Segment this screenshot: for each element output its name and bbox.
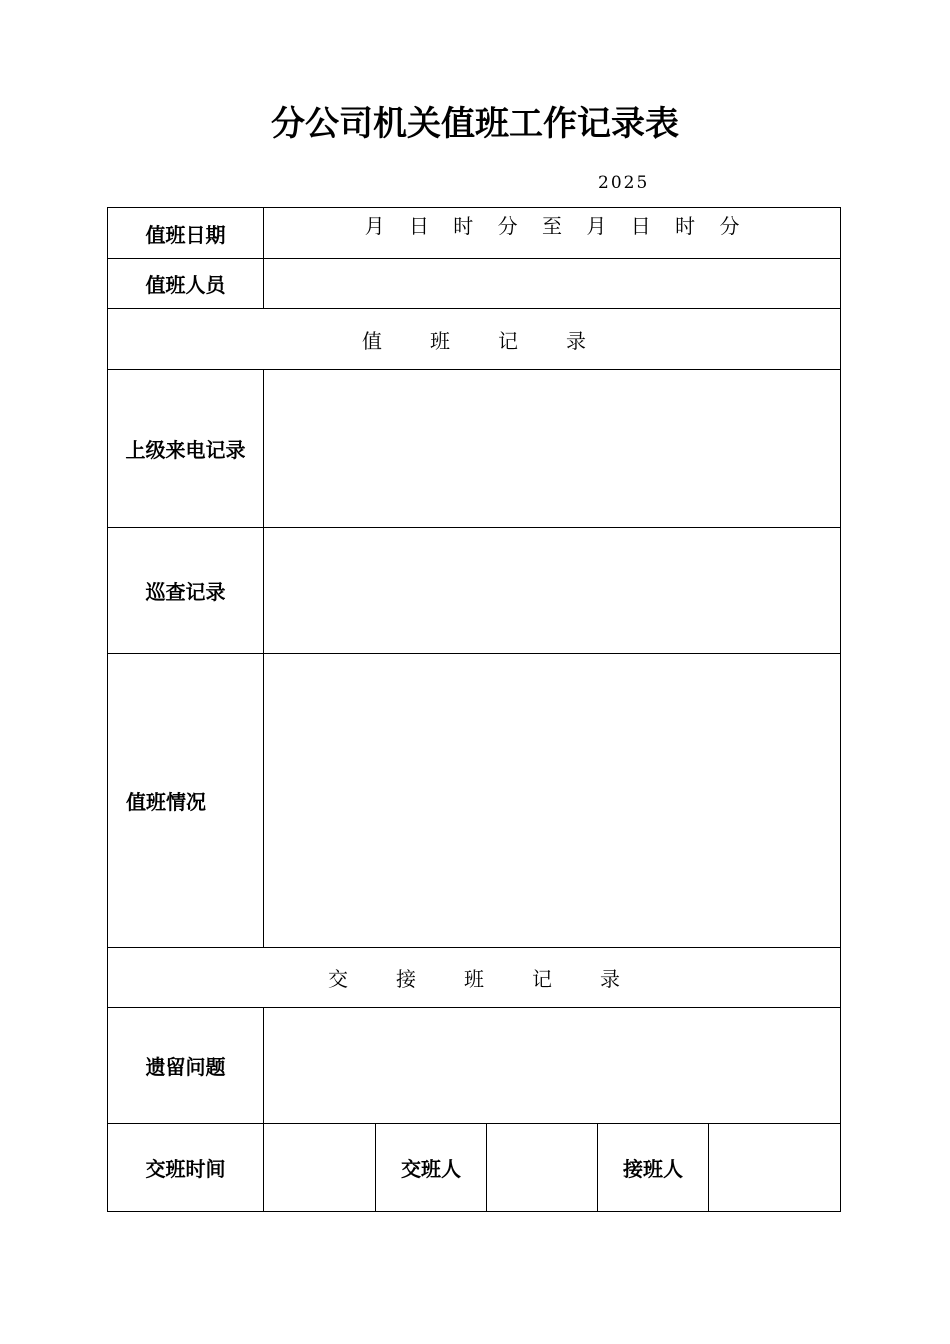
date-word-to: 至 [542,214,563,238]
section-handover-record [108,948,841,1008]
handover-time-field[interactable] [264,1124,376,1212]
date-word-hour-end: 时 [675,214,696,238]
section-handover-char-4: 记 [532,967,553,991]
section-handover-char-1: 交 [328,967,349,991]
row-remaining-issues [108,1008,841,1124]
section-duty-record-char-4: 录 [566,328,587,353]
document-year: 2025 [598,173,650,193]
duty-staff-field[interactable] [264,259,841,309]
section-handover-char-2: 接 [396,967,417,991]
superior-calls-label: 上级来电记录 [108,370,264,528]
date-word-day-start: 日 [408,214,429,238]
receiver-field[interactable] [709,1124,841,1212]
patrol-label: 巡查记录 [108,528,264,654]
remaining-issues-field[interactable] [264,1008,841,1124]
row-handover [108,1124,841,1212]
duty-record-form [107,207,841,1212]
superior-calls-field[interactable] [264,370,841,528]
date-word-hour-start: 时 [453,214,474,238]
row-section-handover-record [108,948,841,1008]
patrol-field[interactable] [264,528,841,654]
section-duty-record-char-3: 记 [498,328,519,353]
duty-status-label: 值班情况 [108,654,264,948]
row-duty-date [108,208,841,259]
duty-date-field[interactable] [264,208,841,259]
section-handover-char-3: 班 [464,967,485,991]
receiver-label: 接班人 [598,1124,709,1212]
handover-time-label: 交班时间 [108,1124,264,1212]
row-section-duty-record [108,309,841,370]
duty-status-field[interactable] [264,654,841,948]
date-word-minute-start: 分 [497,214,518,238]
document-title: 分公司机关值班工作记录表 [271,104,679,144]
date-word-day-end: 日 [630,214,651,238]
section-handover-char-5: 录 [600,967,621,991]
row-superior-calls [108,370,841,528]
handover-person-field[interactable] [487,1124,598,1212]
section-duty-record-char-1: 值 [362,328,383,353]
remaining-issues-label: 遗留问题 [108,1008,264,1124]
duty-staff-label: 值班人员 [108,259,264,309]
section-duty-record [108,309,841,370]
section-duty-record-char-2: 班 [430,328,451,353]
row-duty-status [108,654,841,948]
handover-person-label: 交班人 [376,1124,487,1212]
date-word-month-end: 月 [586,214,607,238]
duty-date-label: 值班日期 [108,208,264,259]
date-word-month-start: 月 [364,214,385,238]
date-word-minute-end: 分 [719,214,740,238]
row-duty-staff [108,259,841,309]
row-patrol [108,528,841,654]
